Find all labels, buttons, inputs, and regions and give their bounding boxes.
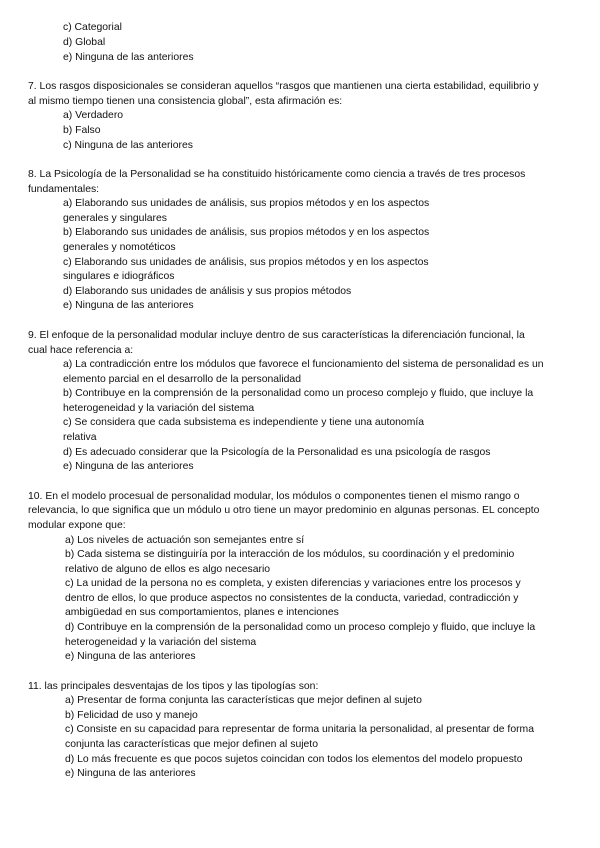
option-line: b) Elaborando sus unidades de análisis, sus propios métodos y en los aspectos xyxy=(63,227,430,238)
option-line: c) Consiste en su capacidad para representar de forma unitaria la personalidad, al presentar de forma xyxy=(65,724,534,735)
option-line: conjunta las características que mejor definen al sujeto xyxy=(65,739,318,750)
option-line: ambigüedad en sus comportamientos, planes e intenciones xyxy=(65,607,339,618)
option-line: a) Elaborando sus unidades de análisis, sus propios métodos y en los aspectos xyxy=(63,198,430,209)
option-line: relativa xyxy=(63,432,97,443)
option-line: heterogeneidad y la variación del sistema xyxy=(63,403,255,414)
question-10-text: relevancia, lo que significa que un módulo u otro tiene un mayor predominio en algunas personas. EL concepto xyxy=(28,505,540,516)
option-line: d) Contribuye en la comprensión de la personalidad como un proceso complejo y fluido, que incluye la xyxy=(65,622,536,633)
option-line: heterogeneidad y la variación del sistema xyxy=(65,637,257,648)
question-11-text: 11. las principales desventajas de los tipos y las tipologías son: xyxy=(28,681,319,692)
question-8-text: 8. La Psicología de la Personalidad se ha constituido históricamente como ciencia a través de tres procesos xyxy=(28,169,526,180)
option-line: singulares e idiográficos xyxy=(63,271,175,282)
option-line: generales y nomotéticos xyxy=(63,242,176,253)
option-line: e) Ninguna de las anteriores xyxy=(65,651,196,662)
option-line: relativo de alguno de ellos es algo necesario xyxy=(65,564,271,575)
question-10-text: modular expone que: xyxy=(28,520,126,531)
option-line: a) Verdadero xyxy=(63,110,124,121)
option-line: e) Ninguna de las anteriores xyxy=(63,461,194,472)
option-line: d) Global xyxy=(63,37,106,48)
question-9-text: cual hace referencia a: xyxy=(28,345,134,356)
option-line: generales y singulares xyxy=(63,213,167,224)
option-line: b) Falso xyxy=(63,125,101,136)
option-line: c) Categorial xyxy=(63,22,122,33)
option-line: d) Elaborando sus unidades de análisis y sus propios métodos xyxy=(63,286,352,297)
option-line: dentro de ellos, lo que produce aspectos no consistentes de la conducta, variedad, contradicción y xyxy=(65,593,519,604)
option-line: e) Ninguna de las anteriores xyxy=(63,300,194,311)
option-line: d) Lo más frecuente es que pocos sujetos coincidan con todos los elementos del modelo propuesto xyxy=(65,754,523,765)
option-line: e) Ninguna de las anteriores xyxy=(65,768,196,779)
option-line: c) Se considera que cada subsistema es independiente y tiene una autonomía xyxy=(63,417,425,428)
option-line: a) Los niveles de actuación son semejantes entre sí xyxy=(65,535,305,546)
question-7-text: al mismo tiempo tienen una consistencia global”, esta afirmación es: xyxy=(28,96,343,107)
question-9-text: 9. El enfoque de la personalidad modular incluye dentro de sus características la diferenciación funcional, la xyxy=(28,330,525,341)
option-line: c) Elaborando sus unidades de análisis, sus propios métodos y en los aspectos xyxy=(63,257,429,268)
option-line: elemento parcial en el desarrollo de la personalidad xyxy=(63,374,301,385)
option-line: a) Presentar de forma conjunta las características que mejor definen al sujeto xyxy=(65,695,422,706)
option-line: a) La contradicción entre los módulos que favorece el funcionamiento del sistema de personalidad es un xyxy=(63,359,544,370)
option-line: b) Felicidad de uso y manejo xyxy=(65,710,198,721)
option-line: b) Contribuye en la comprensión de la personalidad como un proceso complejo y fluido, que incluye la xyxy=(63,388,534,399)
option-line: c) Ninguna de las anteriores xyxy=(63,140,193,151)
question-7-text: 7. Los rasgos disposicionales se consideran aquellos “rasgos que mantienen una cierta estabilidad, equilibrio y xyxy=(28,81,539,92)
option-line: c) La unidad de la persona no es completa, y existen diferencias y variaciones entre los procesos y xyxy=(65,578,521,589)
question-10-text: 10. En el modelo procesual de personalidad modular, los módulos o componentes tienen el mismo rango o xyxy=(28,491,520,502)
question-8-text: fundamentales: xyxy=(28,184,100,195)
option-line: b) Cada sistema se distinguiría por la interacción de los módulos, su coordinación y el predominio xyxy=(65,549,515,560)
option-line: d) Es adecuado considerar que la Psicología de la Personalidad es una psicología de rasgos xyxy=(63,447,491,458)
option-line: e) Ninguna de las anteriores xyxy=(63,52,194,63)
